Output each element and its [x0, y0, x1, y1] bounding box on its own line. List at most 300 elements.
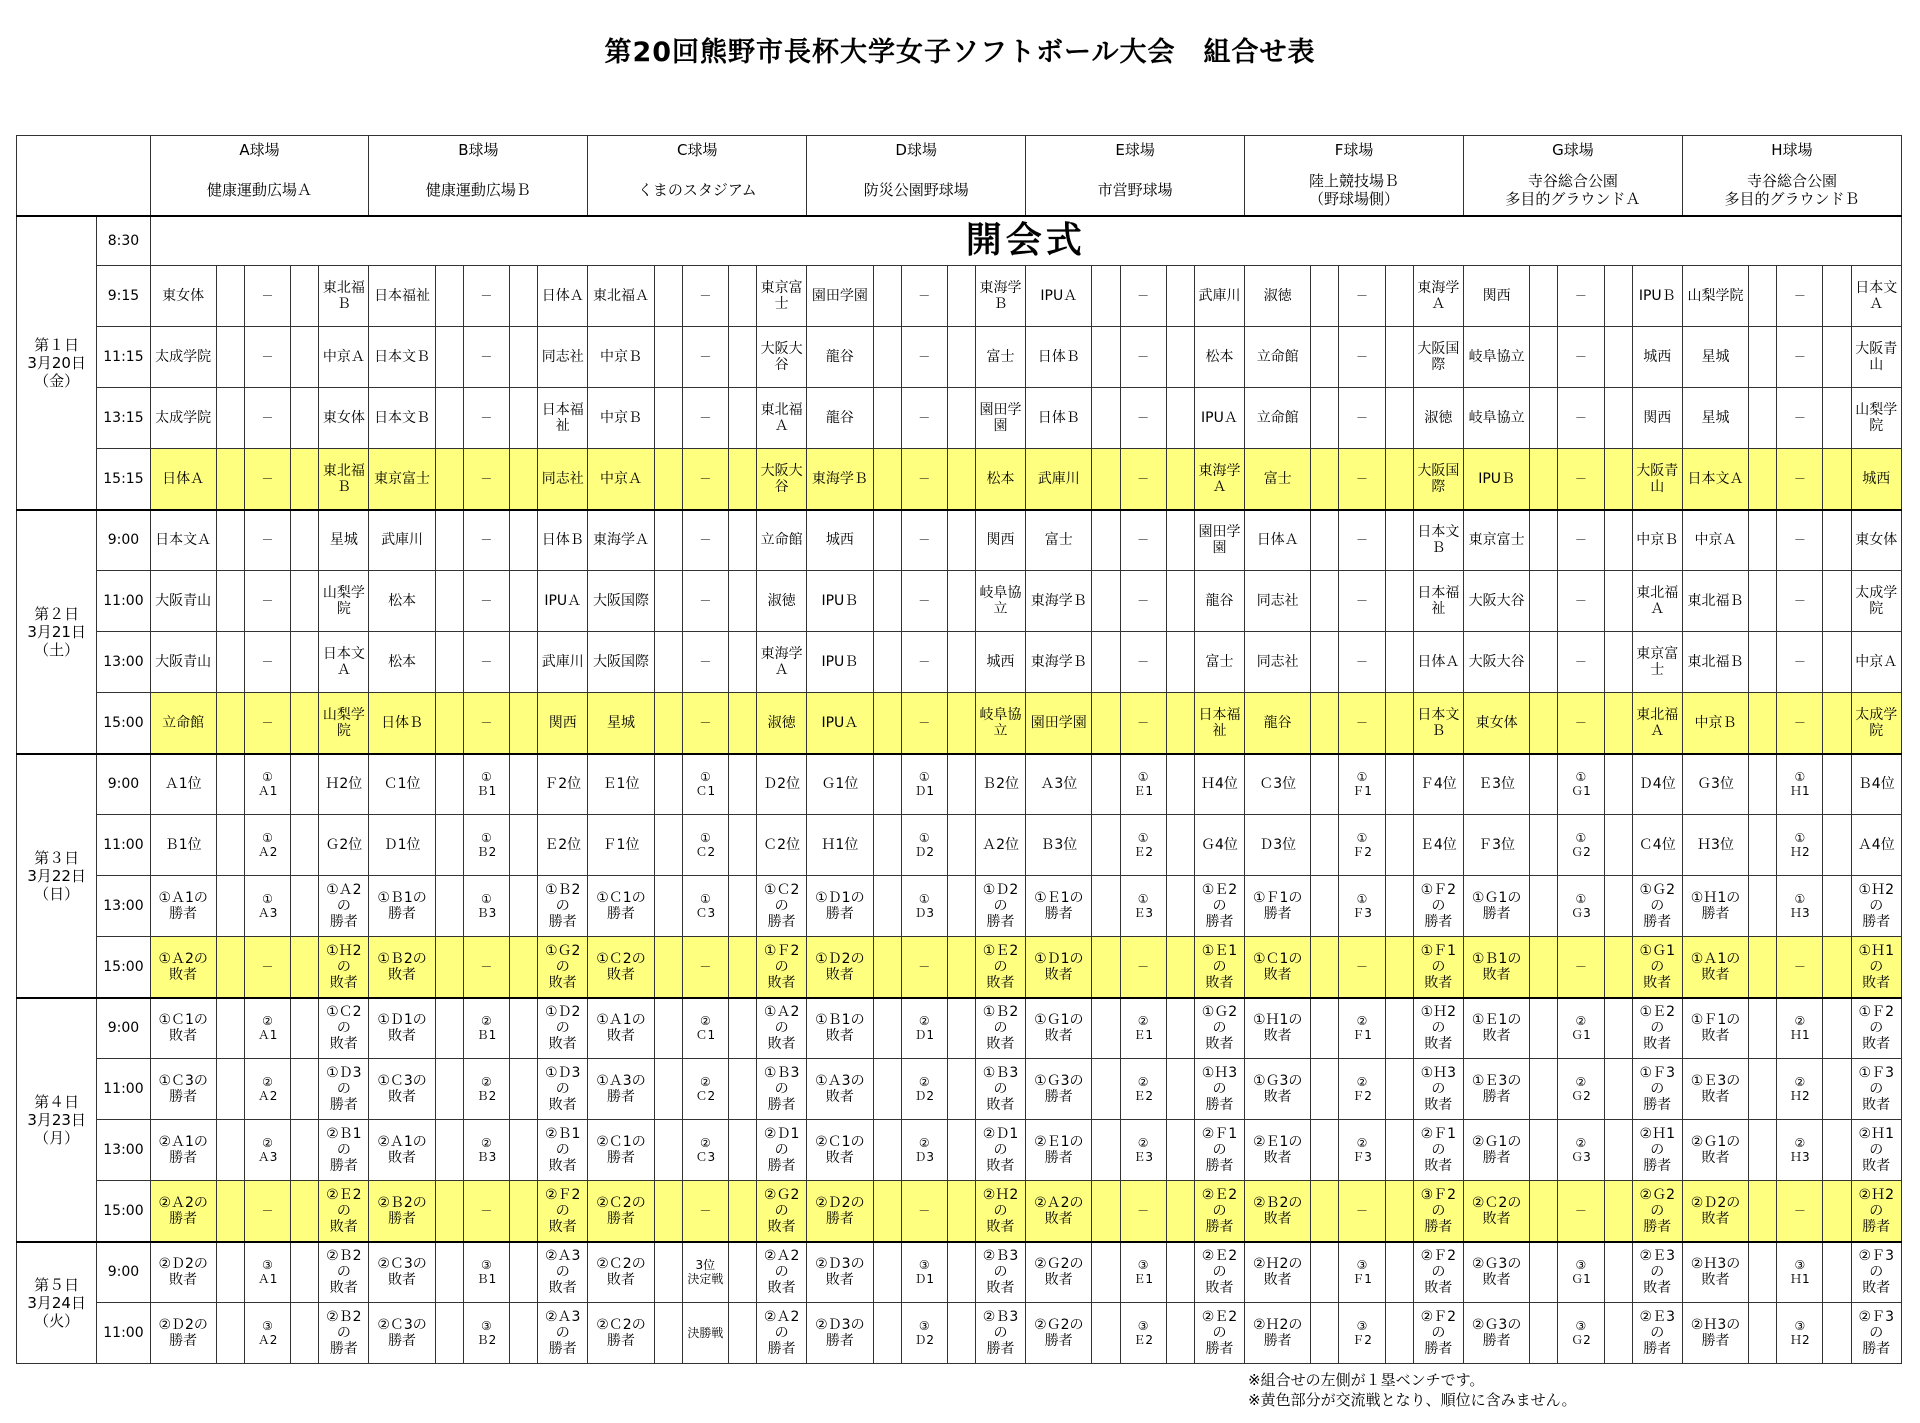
match-code: － [1120, 571, 1166, 632]
team-right: Ｂ2位 [975, 754, 1025, 815]
team-left: 中京Ａ [1682, 510, 1748, 571]
team-right: ①Ｄ3の 敗者 [538, 1059, 588, 1120]
team-left: ②Ｃ3の 勝者 [369, 1303, 435, 1364]
page-title: 第20回熊野市長杯大学女子ソフトボール大会 組合せ表 [604, 37, 1316, 68]
venue-place: 防災公園野球場 [807, 166, 1026, 216]
spacer [873, 449, 901, 510]
match-code: ① Ａ3 [244, 876, 290, 937]
team-right: ①Ｆ2の 敗者 [1851, 998, 1901, 1059]
team-right: 日本文Ａ [1851, 266, 1901, 327]
spacer [873, 754, 901, 815]
spacer [873, 266, 901, 327]
spacer [1749, 1303, 1777, 1364]
spacer [1530, 449, 1558, 510]
match-code: － [244, 632, 290, 693]
day-label: 第４日 3月23日 （月） [17, 998, 97, 1242]
team-left: Ｂ1位 [150, 815, 216, 876]
team-right: 東北福Ｂ [319, 449, 369, 510]
team-right: ②Ａ3の 敗者 [538, 1242, 588, 1303]
team-left: ①Ｃ1の 勝者 [588, 876, 654, 937]
team-right: ②Ｂ2の 勝者 [319, 1303, 369, 1364]
time-cell: 11:15 [97, 327, 150, 388]
team-left: 中京Ｂ [588, 327, 654, 388]
match-code: － [1777, 327, 1823, 388]
team-right: 星城 [319, 510, 369, 571]
spacer [1823, 632, 1851, 693]
spacer [435, 876, 463, 937]
spacer [510, 693, 538, 754]
match-code: － [244, 510, 290, 571]
team-right: ②Ｇ2の 勝者 [1632, 1181, 1682, 1242]
spacer [1385, 1303, 1413, 1364]
match-code: － [463, 632, 509, 693]
team-right: 東女体 [1851, 510, 1901, 571]
venue-name: A球場 [150, 136, 369, 166]
team-right: 東北福Ａ [1632, 693, 1682, 754]
spacer [873, 1181, 901, 1242]
team-right: ①Ｈ3の 勝者 [1194, 1059, 1244, 1120]
spacer [291, 388, 319, 449]
spacer [510, 449, 538, 510]
team-right: ②Ｂ3の 勝者 [975, 1303, 1025, 1364]
team-right: Ｆ4位 [1413, 754, 1463, 815]
spacer [1604, 815, 1632, 876]
team-right: 東京富士 [757, 266, 807, 327]
team-left: ②Ｇ3の 勝者 [1463, 1303, 1529, 1364]
spacer [873, 1120, 901, 1181]
team-right: ①Ｆ1の 敗者 [1413, 937, 1463, 998]
spacer [728, 815, 756, 876]
match-code: － [1777, 266, 1823, 327]
team-right: ①Ｅ2の 勝者 [1194, 876, 1244, 937]
spacer [216, 632, 244, 693]
team-right: ②Ｄ1の 勝者 [757, 1120, 807, 1181]
team-right: Ａ2位 [975, 815, 1025, 876]
spacer [947, 1059, 975, 1120]
venue-name: D球場 [807, 136, 1026, 166]
team-left: 岐阜協立 [1463, 327, 1529, 388]
match-code: － [1558, 1181, 1604, 1242]
match-code: － [901, 388, 947, 449]
match-code: － [1777, 632, 1823, 693]
match-code: － [1339, 632, 1385, 693]
team-right: 日本文Ｂ [1413, 510, 1463, 571]
team-left: 東海学Ｂ [807, 449, 873, 510]
match-code: ③ Ｈ1 [1777, 1242, 1823, 1303]
match-code: － [1777, 571, 1823, 632]
spacer [291, 1242, 319, 1303]
match-code: － [1120, 632, 1166, 693]
team-right: 富士 [1194, 632, 1244, 693]
team-left: ②Ｂ2の 敗者 [1245, 1181, 1311, 1242]
match-code: － [244, 693, 290, 754]
match-code: ② Ｂ2 [463, 1059, 509, 1120]
spacer [216, 754, 244, 815]
team-left: ②Ｅ1の 敗者 [1245, 1120, 1311, 1181]
team-right: Ｅ2位 [538, 815, 588, 876]
team-right: 淑徳 [757, 693, 807, 754]
team-right: ②Ｈ1の 勝者 [1632, 1120, 1682, 1181]
team-right: 松本 [1194, 327, 1244, 388]
match-code: ② Ｈ1 [1777, 998, 1823, 1059]
spacer [654, 1181, 682, 1242]
spacer [728, 510, 756, 571]
match-code: － [901, 327, 947, 388]
schedule-row [17, 571, 1902, 632]
spacer [291, 327, 319, 388]
spacer [728, 693, 756, 754]
match-code: ① Ａ1 [244, 754, 290, 815]
spacer [1166, 449, 1194, 510]
match-code: ② Ｅ3 [1120, 1120, 1166, 1181]
team-right: ②Ａ3の 勝者 [538, 1303, 588, 1364]
team-left: 富士 [1026, 510, 1092, 571]
team-left: ①Ｆ1の 勝者 [1245, 876, 1311, 937]
spacer [1530, 693, 1558, 754]
team-right: ②Ｆ3の 敗者 [1851, 1242, 1901, 1303]
spacer [1749, 998, 1777, 1059]
match-code: ③ Ａ1 [244, 1242, 290, 1303]
spacer [1311, 937, 1339, 998]
match-code: ③ Ｈ2 [1777, 1303, 1823, 1364]
team-left: ②Ｄ2の 敗者 [150, 1242, 216, 1303]
venue-name: F球場 [1245, 136, 1464, 166]
match-code: ③ Ｆ2 [1339, 1303, 1385, 1364]
team-right: ①Ｅ2の 敗者 [975, 937, 1025, 998]
team-left: ①Ｇ1の 敗者 [1026, 998, 1092, 1059]
header-corner [17, 136, 151, 216]
team-left: Ｇ3位 [1682, 754, 1748, 815]
spacer [1530, 815, 1558, 876]
team-left: 園田学園 [1026, 693, 1092, 754]
spacer [435, 449, 463, 510]
match-code: － [1777, 388, 1823, 449]
spacer [873, 571, 901, 632]
team-left: 城西 [807, 510, 873, 571]
match-code: ② Ｇ3 [1558, 1120, 1604, 1181]
match-code: － [244, 266, 290, 327]
match-code: ② Ｃ2 [682, 1059, 728, 1120]
spacer [947, 693, 975, 754]
spacer [510, 632, 538, 693]
team-right: ②Ｅ2の 敗者 [319, 1181, 369, 1242]
team-left: 東北福Ｂ [1682, 632, 1748, 693]
team-left: 龍谷 [807, 388, 873, 449]
team-right: 中京Ａ [319, 327, 369, 388]
spacer [1749, 1059, 1777, 1120]
team-left: 東京富士 [369, 449, 435, 510]
spacer [216, 815, 244, 876]
match-code: － [1777, 510, 1823, 571]
team-right: ①Ｈ1の 敗者 [1851, 937, 1901, 998]
spacer [1604, 1303, 1632, 1364]
spacer [1311, 876, 1339, 937]
spacer [216, 327, 244, 388]
team-right: ①Ｆ2の 勝者 [1413, 876, 1463, 937]
match-code: ① Ｈ3 [1777, 876, 1823, 937]
spacer [873, 1059, 901, 1120]
schedule-row [17, 998, 1902, 1059]
match-code: － [463, 266, 509, 327]
match-code: ② Ｈ3 [1777, 1120, 1823, 1181]
schedule-row [17, 1303, 1902, 1364]
spacer [216, 1120, 244, 1181]
spacer [1604, 1181, 1632, 1242]
spacer [728, 876, 756, 937]
match-code: － [244, 449, 290, 510]
team-right: 武庫川 [538, 632, 588, 693]
match-code: － [1558, 266, 1604, 327]
team-left: ②Ｄ2の 勝者 [807, 1181, 873, 1242]
spacer [1604, 510, 1632, 571]
spacer [1604, 632, 1632, 693]
spacer [435, 1181, 463, 1242]
team-left: 東北福Ｂ [1682, 571, 1748, 632]
match-code: ② Ｈ2 [1777, 1059, 1823, 1120]
team-left: ①Ａ1の 敗者 [588, 998, 654, 1059]
spacer [1092, 1303, 1120, 1364]
spacer [873, 998, 901, 1059]
spacer [1311, 510, 1339, 571]
spacer [728, 937, 756, 998]
venue-place: 健康運動広場Ａ [150, 166, 369, 216]
team-right: ②Ｆ1の 敗者 [1413, 1120, 1463, 1181]
match-code: ① Ｇ2 [1558, 815, 1604, 876]
time-cell: 9:00 [97, 510, 150, 571]
spacer [947, 876, 975, 937]
spacer [1092, 510, 1120, 571]
spacer [1530, 571, 1558, 632]
team-right: Ｃ2位 [757, 815, 807, 876]
spacer [216, 1242, 244, 1303]
team-right: 大阪国際 [1413, 449, 1463, 510]
spacer [291, 998, 319, 1059]
team-left: 東女体 [150, 266, 216, 327]
team-left: ①Ｄ1の 勝者 [807, 876, 873, 937]
team-right: ②Ｂ1の 勝者 [319, 1120, 369, 1181]
spacer [1311, 1303, 1339, 1364]
team-left: 大阪青山 [150, 571, 216, 632]
spacer [1311, 1120, 1339, 1181]
team-right: 日本文Ｂ [1413, 693, 1463, 754]
note-highlight: ※黄色部分が交流戦となり、順位に含みません。 [1248, 1391, 1577, 1409]
spacer [1092, 876, 1120, 937]
team-left: Ｃ1位 [369, 754, 435, 815]
team-right: 同志社 [538, 327, 588, 388]
team-left: ②Ｃ1の 勝者 [588, 1120, 654, 1181]
match-code: － [463, 510, 509, 571]
team-left: Ｈ1位 [807, 815, 873, 876]
spacer [654, 266, 682, 327]
team-left: ②Ｇ1の 勝者 [1463, 1120, 1529, 1181]
team-left: ②Ａ1の 敗者 [369, 1120, 435, 1181]
schedule-row [17, 327, 1902, 388]
spacer [1823, 327, 1851, 388]
venue-name: B球場 [369, 136, 588, 166]
team-left: ②Ａ2の 勝者 [150, 1181, 216, 1242]
match-code: － [901, 449, 947, 510]
spacer [1311, 1242, 1339, 1303]
match-code: － [682, 510, 728, 571]
team-right: 富士 [975, 327, 1025, 388]
spacer [873, 815, 901, 876]
match-code: － [463, 693, 509, 754]
spacer [873, 876, 901, 937]
match-code: － [1339, 449, 1385, 510]
team-left: 星城 [588, 693, 654, 754]
day-label: 第３日 3月22日 （日） [17, 754, 97, 998]
match-code: ③ Ｂ1 [463, 1242, 509, 1303]
team-left: ①Ｇ1の 勝者 [1463, 876, 1529, 937]
team-right: ②Ａ2の 勝者 [757, 1303, 807, 1364]
match-code: ① Ｃ2 [682, 815, 728, 876]
match-code: － [1558, 937, 1604, 998]
spacer [291, 754, 319, 815]
spacer [1166, 876, 1194, 937]
spacer [1823, 693, 1851, 754]
team-left: ①Ｄ1の 敗者 [369, 998, 435, 1059]
team-left: 星城 [1682, 388, 1748, 449]
spacer [1385, 632, 1413, 693]
time-cell: 11:00 [97, 1059, 150, 1120]
team-left: Ｆ1位 [588, 815, 654, 876]
time-cell: 9:15 [97, 266, 150, 327]
team-left: ②Ｃ2の 勝者 [588, 1303, 654, 1364]
spacer [947, 632, 975, 693]
match-code: － [1120, 266, 1166, 327]
match-code: ② Ｆ1 [1339, 998, 1385, 1059]
team-right: 淑徳 [1413, 388, 1463, 449]
schedule-row [17, 1059, 1902, 1120]
spacer [728, 327, 756, 388]
day-label: 第５日 3月24日 （火） [17, 1242, 97, 1364]
team-right: 日本福祉 [1413, 571, 1463, 632]
spacer [1604, 1120, 1632, 1181]
spacer [216, 998, 244, 1059]
team-left: Ｄ1位 [369, 815, 435, 876]
spacer [1823, 937, 1851, 998]
team-right: ①Ｈ3の 敗者 [1413, 1059, 1463, 1120]
spacer [1166, 693, 1194, 754]
match-code: ① Ｂ1 [463, 754, 509, 815]
spacer [654, 327, 682, 388]
team-left: 日体Ｂ [369, 693, 435, 754]
team-right: 岐阜協立 [975, 571, 1025, 632]
spacer [1530, 937, 1558, 998]
match-code: ① Ｆ2 [1339, 815, 1385, 876]
team-right: Ｃ4位 [1632, 815, 1682, 876]
team-right: 同志社 [538, 449, 588, 510]
team-right: Ｆ2位 [538, 754, 588, 815]
spacer [216, 449, 244, 510]
team-left: ①Ｄ2の 敗者 [807, 937, 873, 998]
spacer [1166, 754, 1194, 815]
match-code: － [463, 449, 509, 510]
match-code: ① Ｇ3 [1558, 876, 1604, 937]
team-right: ①Ｂ3の 敗者 [975, 1059, 1025, 1120]
team-left: ①Ｇ3の 敗者 [1245, 1059, 1311, 1120]
team-left: 東北福Ａ [588, 266, 654, 327]
spacer [1385, 876, 1413, 937]
spacer [1604, 571, 1632, 632]
team-left: 大阪国際 [588, 632, 654, 693]
team-right: ①Ｄ2の 敗者 [538, 998, 588, 1059]
match-code: － [682, 571, 728, 632]
team-left: IPUＢ [807, 571, 873, 632]
spacer [1385, 998, 1413, 1059]
team-right: ①Ｈ2の 敗者 [1413, 998, 1463, 1059]
match-code: ① Ｅ2 [1120, 815, 1166, 876]
team-right: Ｂ4位 [1851, 754, 1901, 815]
match-code: ① Ｃ3 [682, 876, 728, 937]
team-right: ①Ｂ2の 敗者 [975, 998, 1025, 1059]
spacer [728, 1303, 756, 1364]
venue-place: 陸上競技場Ｂ （野球場側） [1245, 166, 1464, 216]
schedule-row [17, 1181, 1902, 1242]
team-left: 立命館 [150, 693, 216, 754]
team-right: 関西 [538, 693, 588, 754]
team-right: ①Ｂ3の 勝者 [757, 1059, 807, 1120]
spacer [1166, 266, 1194, 327]
spacer [1311, 266, 1339, 327]
team-right: ①Ｈ2の 勝者 [1851, 876, 1901, 937]
team-left: 立命館 [1245, 388, 1311, 449]
team-left: ②Ａ1の 勝者 [150, 1120, 216, 1181]
team-right: 大阪国際 [1413, 327, 1463, 388]
spacer [1604, 266, 1632, 327]
match-code: － [901, 937, 947, 998]
spacer [654, 571, 682, 632]
spacer [510, 815, 538, 876]
team-left: 日本文Ｂ [369, 388, 435, 449]
spacer [435, 693, 463, 754]
spacer [1823, 998, 1851, 1059]
team-left: ②Ｈ3の 勝者 [1682, 1303, 1748, 1364]
team-left: ②Ｄ3の 勝者 [807, 1303, 873, 1364]
team-right: 東海学Ａ [757, 632, 807, 693]
spacer [1530, 876, 1558, 937]
match-code: － [244, 937, 290, 998]
spacer [1823, 266, 1851, 327]
team-left: 太成学院 [150, 388, 216, 449]
team-right: ②Ｅ2の 勝者 [1194, 1181, 1244, 1242]
team-left: ①Ｆ1の 敗者 [1682, 998, 1748, 1059]
team-right: 城西 [975, 632, 1025, 693]
team-left: ①Ａ1の 敗者 [1682, 937, 1748, 998]
team-right: ③Ｆ2の 勝者 [1413, 1181, 1463, 1242]
schedule-row [17, 754, 1902, 815]
spacer [1530, 1059, 1558, 1120]
spacer [291, 1120, 319, 1181]
spacer [1604, 388, 1632, 449]
team-left: ①Ｃ3の 敗者 [369, 1059, 435, 1120]
team-right: ②Ｂ2の 敗者 [319, 1242, 369, 1303]
spacer [510, 1303, 538, 1364]
team-left: Ｃ3位 [1245, 754, 1311, 815]
spacer [216, 388, 244, 449]
spacer [654, 449, 682, 510]
team-right: ①Ａ2の 敗者 [757, 998, 807, 1059]
team-right: 日体Ｂ [538, 510, 588, 571]
match-code: 決勝戦 [682, 1303, 728, 1364]
match-code: － [682, 693, 728, 754]
match-code: － [1339, 693, 1385, 754]
team-left: 大阪国際 [588, 571, 654, 632]
match-code: ② Ａ3 [244, 1120, 290, 1181]
venue-place: 市営野球場 [1026, 166, 1245, 216]
team-right: ②Ｇ2の 敗者 [757, 1181, 807, 1242]
team-left: ①Ａ2の 敗者 [150, 937, 216, 998]
